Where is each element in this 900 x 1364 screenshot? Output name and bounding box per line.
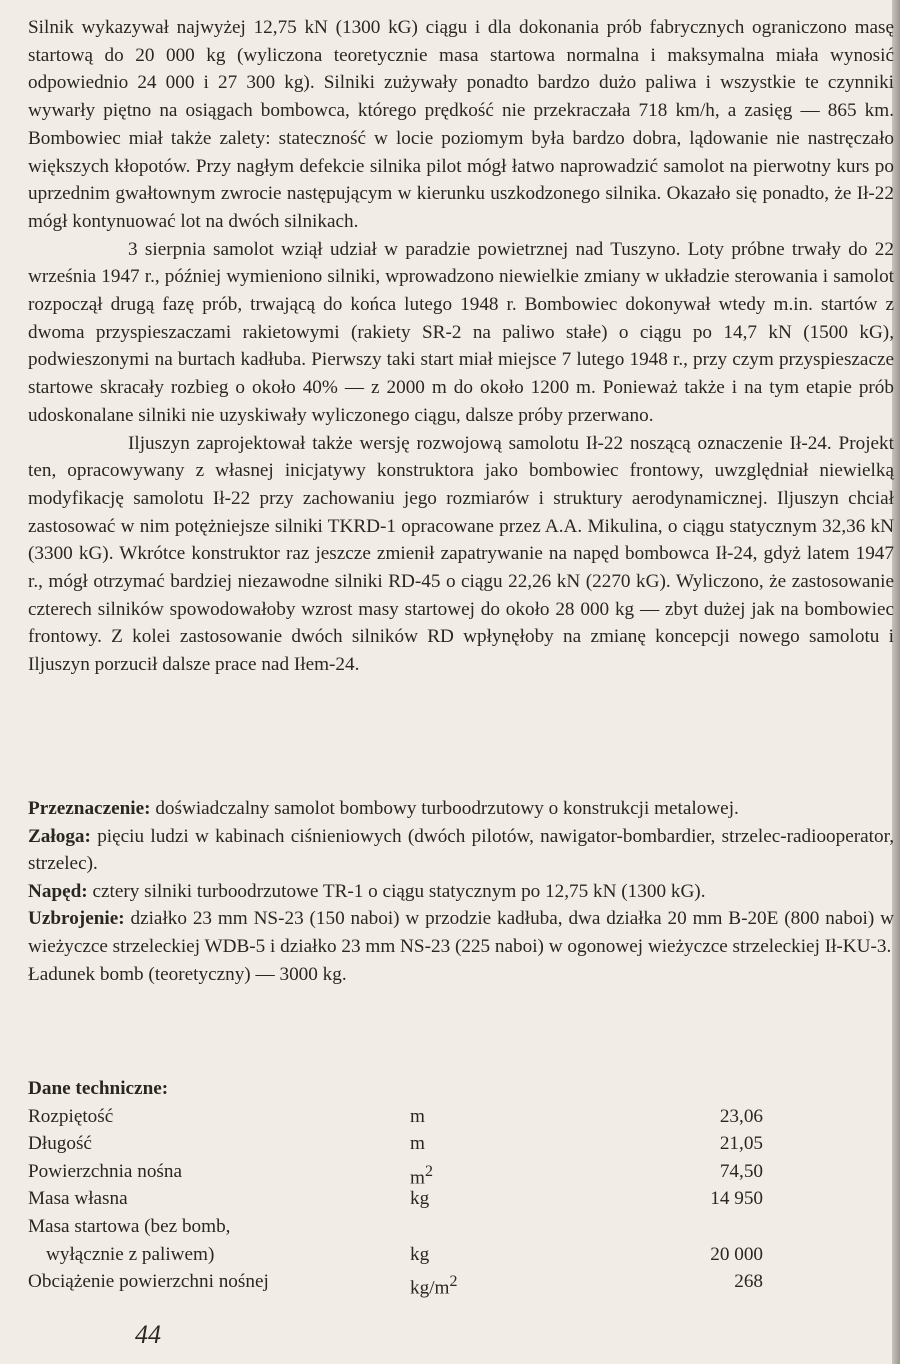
row-name: Obciążenie powierzchni nośnej: [28, 1271, 269, 1293]
spec-engine-text: cztery silniki turboodrzutowe TR-1 o ciągu statycznym po 12,75 kN (1300 kG).: [87, 880, 706, 902]
unit-superscript: 2: [424, 1162, 433, 1180]
row-name: [28, 1213, 408, 1268]
row-value: 21,05: [719, 1133, 763, 1155]
technical-data-table: [28, 1075, 788, 1299]
unit-base: kg/m: [410, 1277, 450, 1299]
table-row: [28, 1185, 788, 1213]
row-name: Długość: [28, 1133, 92, 1155]
spec-engine-label: Napęd:: [28, 880, 88, 902]
paragraph-2: 3 sierpnia samolot wziął udział w paradzie powietrznej nad Tuszyno. Loty próbne trwały do 22 września 1947 r., później wymieniono silniki, wprowadzono niewielkie zmiany w układzie sterowania i samolot rozpoczął drugą fazę prób, trwającą do końca lutego 1948 r. Bombowiec dokonywał wtedy m.in. startów z dwoma przyspieszaczami rakietowymi (rakiety SR-2 na paliwo stałe) o ciągu po 14,7 kN (1500 kG), podwieszonymi na burtach kadłuba. Pierwszy taki start miał miejsce 7 lutego 1948 r., przy czym przyspieszacze startowe skracały rozbieg o około 40% — z 2000 m do około 1200 m. Ponieważ także i na tym etapie prób udoskonalane silniki nie uzyskiwały wyliczonego ciągu, dalsze próby przerwano.: [28, 238, 894, 426]
row-value: 14 950: [710, 1188, 763, 1210]
row-unit: kg: [410, 1188, 430, 1210]
row-name: Rozpiętość: [28, 1105, 114, 1127]
row-unit: [410, 1268, 457, 1302]
table-row: [28, 1130, 788, 1158]
specifications: [28, 795, 894, 988]
row-name: Powierzchnia nośna: [28, 1160, 182, 1182]
unit-base: m: [410, 1167, 425, 1189]
row-unit: kg: [410, 1243, 430, 1265]
paragraph-1: Silnik wykazywał najwyżej 12,75 kN (1300 kG) ciągu i dla dokonania prób fabrycznych ograniczono masę startową do 20 000 kg (wyliczona teoretycznie masa startowa normalna i maksymalna miała wynosić odpowiednio 24 000 i 27 300 kg). Silniki zużywały ponadto bardzo dużo paliwa i wszystkie te czynniki wywarły piętno na osiągach bombowca, którego prędkość nie przekraczała 718 km/h, a zasięg — 865 km. Bombowiec miał także zalety: stateczność w locie poziomym była bardzo dobra, lądowanie nie nastręczało większych kłopotów. Przy nagłym defekcie silnika pilot mógł łatwo naprowadzić samolot na pierwotny kurs po uprzednim gwałtownym zwrocie następującym w kierunku uszkodzonego silnika. Okazało się ponadto, że Ił-22 mógł kontynuować lot na dwóch silnikach.: [28, 17, 894, 232]
spec-armament: [28, 905, 894, 960]
body-text: [28, 14, 894, 679]
spec-purpose-label: Przeznaczenie:: [28, 798, 151, 819]
spec-crew: [28, 823, 894, 878]
row-name: Masa własna: [28, 1188, 128, 1210]
spec-crew-label: Załoga:: [28, 825, 91, 847]
row-unit: m: [410, 1105, 425, 1127]
row-name-line2: wyłącznie z paliwem): [46, 1243, 215, 1265]
table-row: [28, 1158, 788, 1189]
table-row: [28, 1268, 788, 1299]
row-value: 20 000: [710, 1243, 763, 1265]
spec-armament-label: Uzbrojenie:: [28, 908, 125, 930]
spec-armament-text: działko 23 mm NS-23 (150 naboi) w przodzie kadłuba, dwa działka 20 mm B-20E (800 naboi) w wieżyczce strzeleckiej WDB-5 i działko 23 mm NS-23 (225 naboi) w ogonowej wieżyczce strzeleckiej Ił-KU-3.: [28, 908, 894, 957]
row-value: 74,50: [719, 1160, 763, 1182]
page-number: 44: [135, 1320, 161, 1349]
row-unit: m: [410, 1133, 425, 1155]
technical-data-heading: Dane techniczne:: [28, 1078, 169, 1099]
spec-bomb-load: Ładunek bomb (teoretyczny) — 3000 kg.: [28, 963, 347, 985]
table-row: [28, 1103, 788, 1131]
spec-crew-text: pięciu ludzi w kabinach ciśnieniowych (dwóch pilotów, nawigator-bombardier, strzelec-radiooperator, strzelec).: [28, 825, 894, 875]
paragraph-3: Iljuszyn zaprojektował także wersję rozwojową samolotu Ił-22 noszącą oznaczenie Ił-24. Projekt ten, opracowywany z własnej inicjatywy konstruktora jako bombowiec frontowy, uwzględniał niewielką modyfikację samolotu Ił-22 przy zachowaniu jego rozmiarów i struktury aerodynamicznej. Iljuszyn chciał zastosować w nim potężniejsze silniki TKRD-1 opracowane przez A.A. Mikulina, o ciągu statycznym 32,36 kN (3300 kG). Wkrótce konstruktor raz jeszcze zmienił zapatrywanie na napęd bombowca Ił-24, gdyż latem 1947 r., mógł otrzymać bardziej niezawodne silniki RD-45 o ciągu 22,26 kN (2270 kG). Wyliczono, że zastosowanie czterech silników spowodowałoby wzrost masy startowej do około 28 000 kg — zbyt dużej jak na bombowiec frontowy. Z kolei zastosowanie dwóch silników RD wpłynęłoby na zmianę koncepcji nowego samolotu i Iljuszyn porzucił dalsze prace nad Iłem-24.: [28, 432, 894, 676]
unit-superscript: 2: [449, 1273, 458, 1291]
spec-engine: [28, 878, 894, 906]
row-value: 23,06: [719, 1105, 763, 1127]
row-name-line1: Masa startowa (bez bomb,: [28, 1215, 231, 1237]
spec-purpose: [28, 795, 894, 823]
table-row: [28, 1213, 788, 1268]
spec-purpose-text: doświadczalny samolot bombowy turboodrzutowy o konstrukcji metalowej.: [150, 798, 739, 819]
row-value: 268: [734, 1271, 763, 1293]
